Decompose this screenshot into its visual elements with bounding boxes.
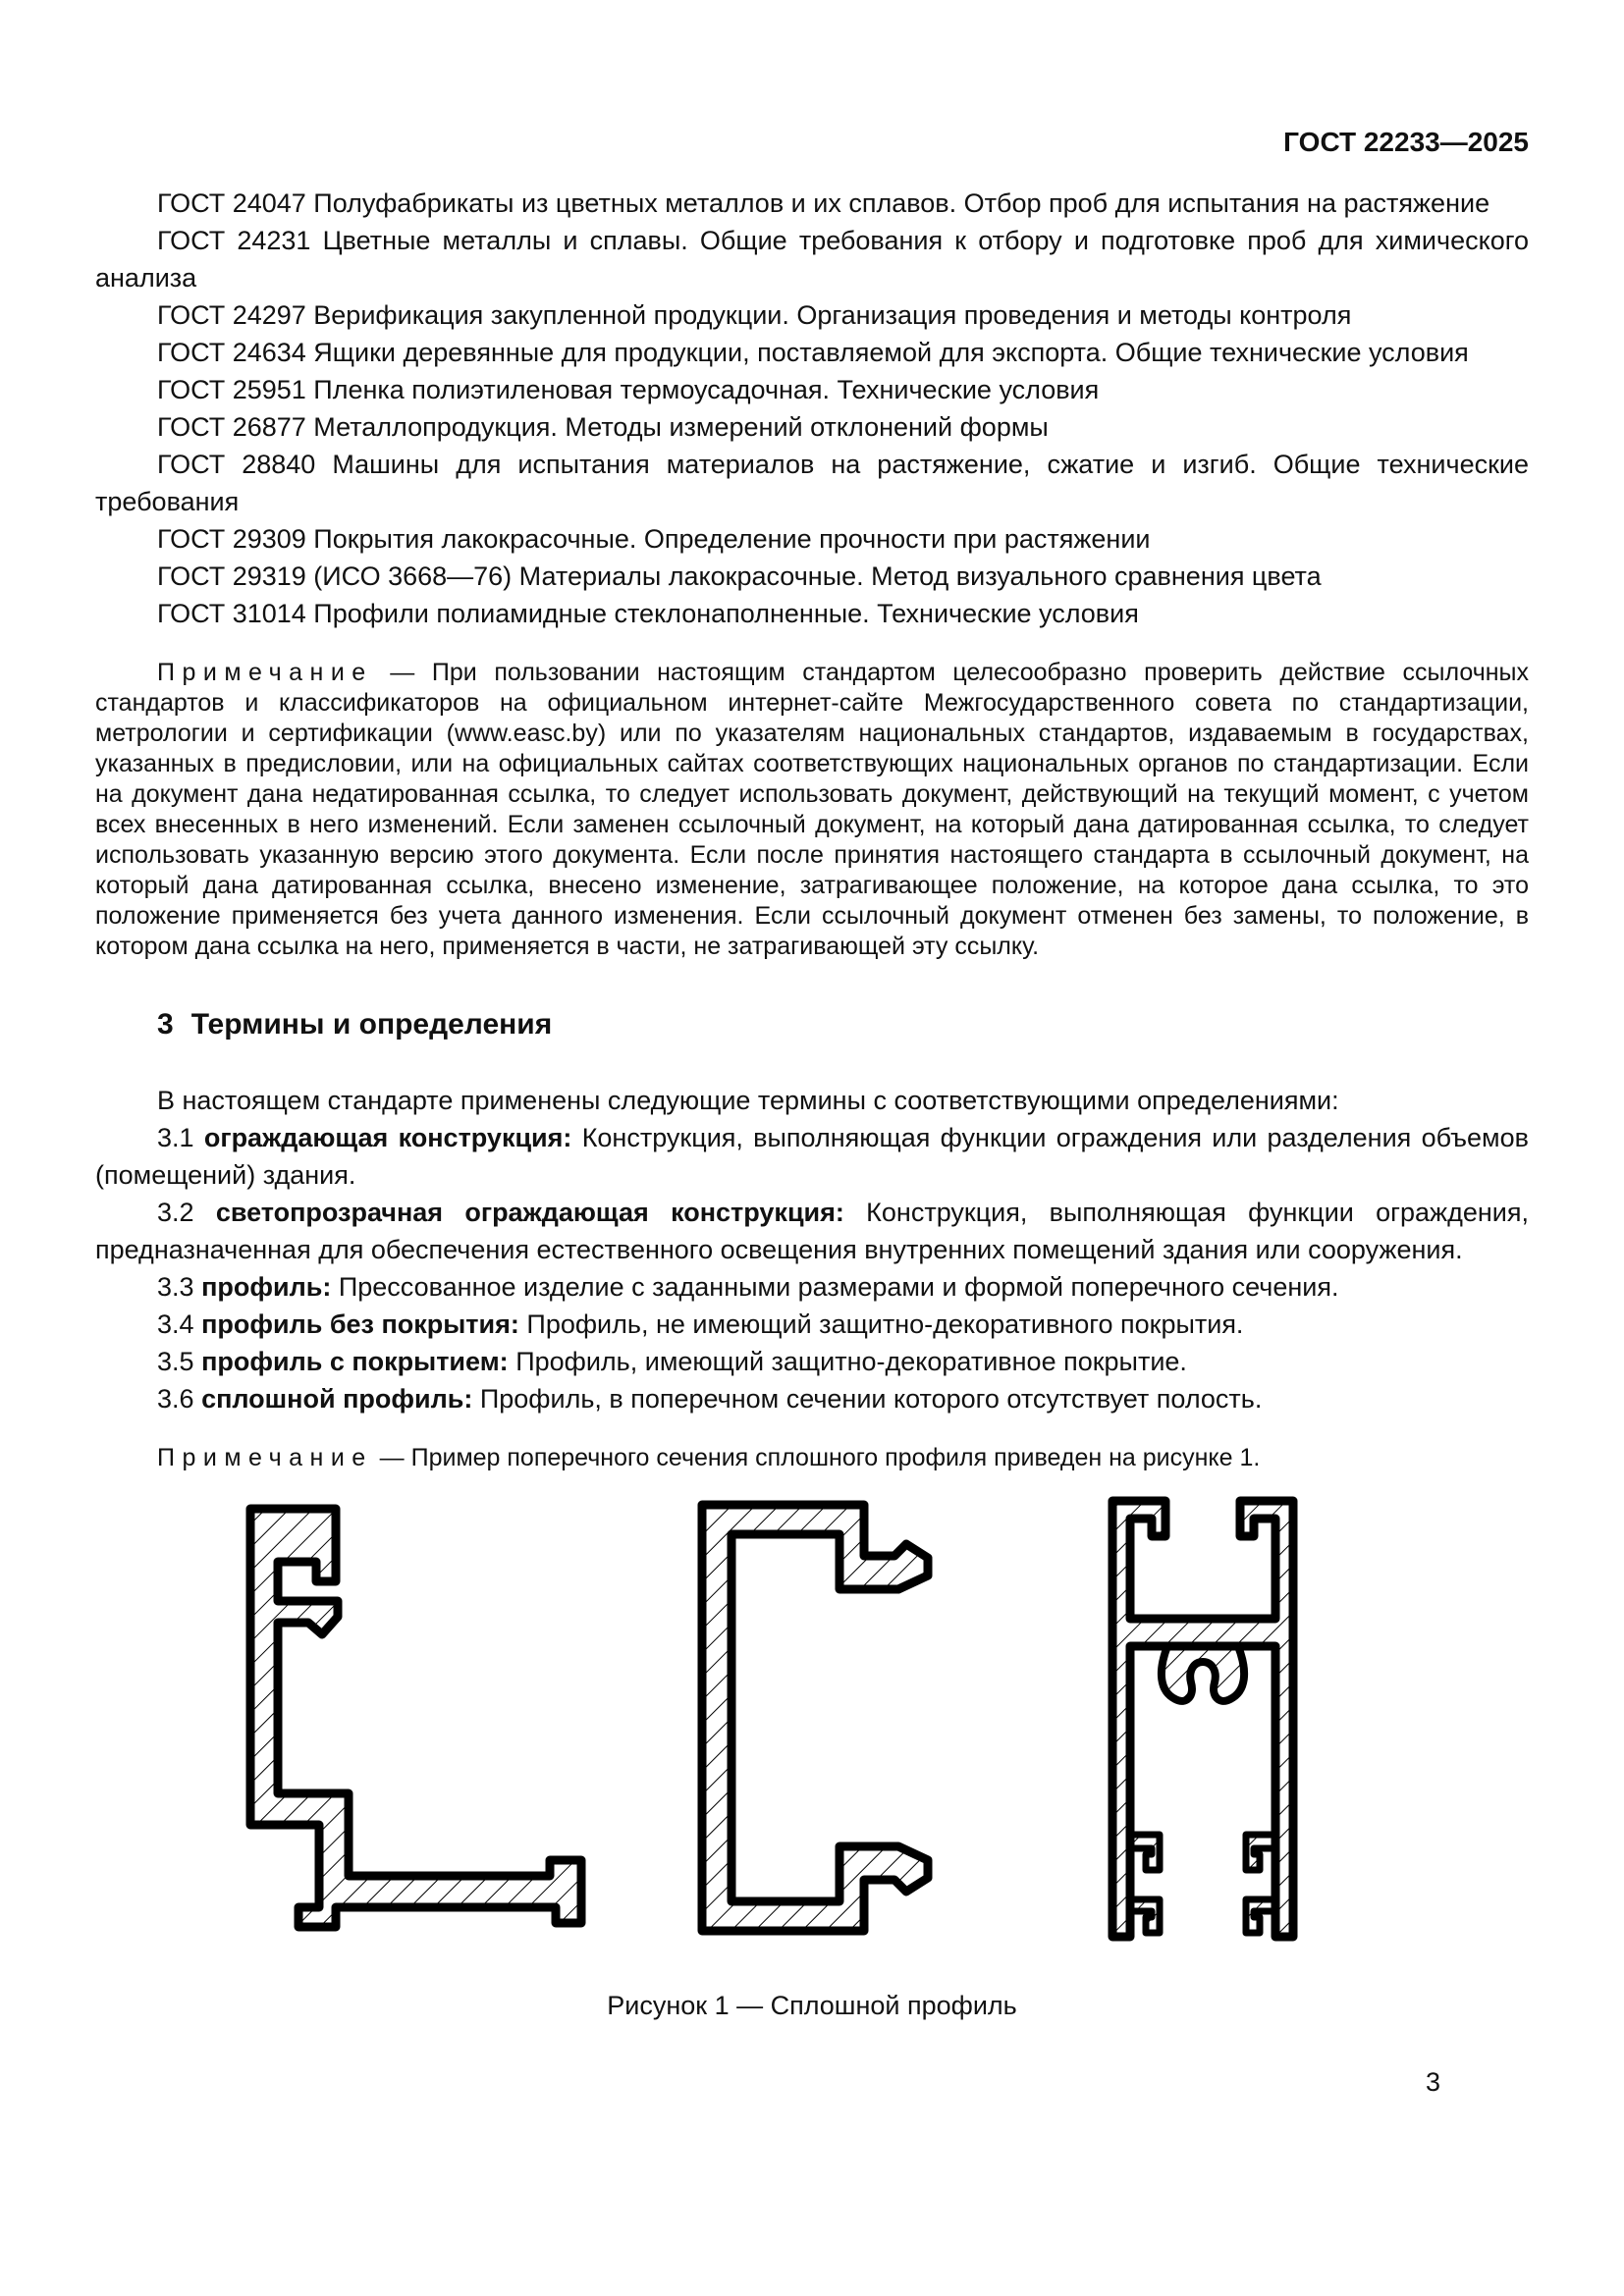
term-definition xyxy=(95,1380,1529,1417)
term-definition xyxy=(95,1306,1529,1343)
term-name: ограждающая конструкция: xyxy=(203,1123,572,1152)
term-definition xyxy=(95,1343,1529,1380)
reference-item: ГОСТ 29309 Покрытия лакокрасочные. Определение прочности при растяжении xyxy=(157,524,1151,554)
term-text: Профиль, имеющий защитно-декоративное покрытие. xyxy=(515,1347,1187,1376)
term-text: Профиль, не имеющий защитно-декоративного покрытия. xyxy=(526,1309,1244,1339)
term-definition xyxy=(95,1119,1529,1194)
solid-profile-angle-section-drawing xyxy=(226,1501,589,1933)
reference-item: ГОСТ 24297 Верификация закупленной продукции. Организация проведения и методы контроля xyxy=(157,300,1352,330)
term-name: сплошной профиль: xyxy=(201,1384,473,1414)
solid-profile-mullion-section-drawing xyxy=(1105,1493,1301,1945)
term-text: Прессованное изделие с заданными размерами и формой поперечного сечения. xyxy=(338,1272,1339,1302)
term-name: профиль без покрытия: xyxy=(201,1309,519,1339)
note-label: Примечание xyxy=(157,659,373,686)
note-text: — Пример поперечного сечения сплошного профиля приведен на рисунке 1. xyxy=(379,1444,1261,1471)
term-text: Конструкция, выполняющая функции ограждения, предназначенная для обеспечения естественного освещения внутренних помещений здания или сооружения. xyxy=(95,1198,1529,1264)
section-number: 3 xyxy=(157,1008,174,1041)
terms-intro: В настоящем стандарте применены следующие термины с соответствующими определениями: xyxy=(157,1086,1339,1115)
reference-item: ГОСТ 25951 Пленка полиэтиленовая термоусадочная. Технические условия xyxy=(157,375,1100,404)
section-title: Термины и определения xyxy=(190,1008,553,1041)
term-text: Конструкция, выполняющая функции ограждения или разделения объемов (помещений) здания. xyxy=(95,1123,1529,1190)
term-number: 3.5 xyxy=(157,1347,194,1376)
solid-profile-channel-section-drawing xyxy=(692,1497,938,1939)
term-number: 3.3 xyxy=(157,1272,194,1302)
term-name: профиль с покрытием: xyxy=(201,1347,509,1376)
term-definition xyxy=(95,1194,1529,1268)
reference-item: ГОСТ 28840 Машины для испытания материалов на растяжение, сжатие и изгиб. Общие технические требования xyxy=(95,450,1529,516)
note-text: — При пользовании настоящим стандартом целесообразно проверить действие ссылочных стандартов и классификаторов на официальном интернет-сайте Межгосударственного совета по стандартизации, метрологии и сертификации (www.easc.by) или по указателям национальных стандартов, издаваемым в государствах, указанных в предисловии, или на официальных сайтах соответствующих национальных органов по стандартизации. Если на документ дана недатированная ссылка, то следует использовать документ, действующий на текущий момент, с учетом всех внесенных в него изменений. Если заменен ссылочный документ, на который дана датированная ссылка, то следует использовать указанную версию этого документа. Если после принятия настоящего стандарта в ссылочный документ, на который дана датированная ссылка, внесено изменение, затрагивающее положение, на которое дана ссылка, то это положение применяется без учета данного изменения. Если ссылочный документ отменен без замены, то положение, в котором дана ссылка на него, применяется в части, не затрагивающей эту ссылку. xyxy=(95,659,1529,960)
term-text: Профиль, в поперечном сечении которого отсутствует полость. xyxy=(479,1384,1263,1414)
note-label: Примечание xyxy=(157,1444,373,1471)
references-note xyxy=(95,658,1529,962)
reference-item: ГОСТ 24047 Полуфабрикаты из цветных металлов и их сплавов. Отбор проб для испытания на растяжение xyxy=(157,188,1490,218)
page-number: 3 xyxy=(1425,2067,1440,2097)
term-name: профиль: xyxy=(201,1272,332,1302)
reference-item: ГОСТ 24231 Цветные металлы и сплавы. Общие требования к отбору и подготовке проб для химического анализа xyxy=(95,226,1529,293)
term-definition xyxy=(95,1268,1529,1306)
figure-1 xyxy=(95,1501,1529,1945)
term-name: светопрозрачная ограждающая конструкция: xyxy=(215,1198,844,1227)
section-heading xyxy=(95,1007,1529,1042)
term-number: 3.4 xyxy=(157,1309,194,1339)
doc-code: ГОСТ 22233—2025 xyxy=(1283,127,1529,157)
figure-caption: Рисунок 1 — Сплошной профиль xyxy=(607,1991,1017,2020)
reference-item: ГОСТ 26877 Металлопродукция. Методы измерений отклонений формы xyxy=(157,412,1049,442)
term-number: 3.1 xyxy=(157,1123,194,1152)
reference-item: ГОСТ 31014 Профили полиамидные стеклонаполненные. Технические условия xyxy=(157,599,1139,628)
term-number: 3.6 xyxy=(157,1384,194,1414)
figure-note xyxy=(95,1443,1529,1473)
reference-item: ГОСТ 29319 (ИСО 3668—76) Материалы лакокрасочные. Метод визуального сравнения цвета xyxy=(157,561,1322,591)
reference-item: ГОСТ 24634 Ящики деревянные для продукции, поставляемой для экспорта. Общие технические условия xyxy=(157,338,1469,367)
term-number: 3.2 xyxy=(157,1198,194,1227)
